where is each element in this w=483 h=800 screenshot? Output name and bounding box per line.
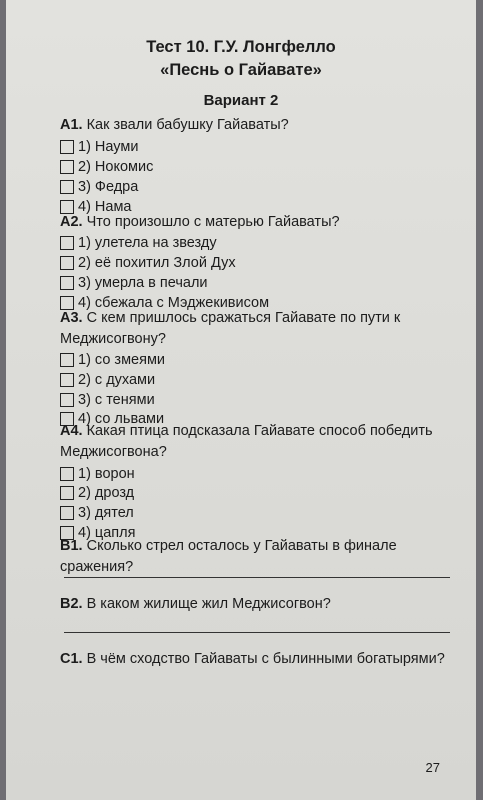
checkbox[interactable] [60,393,74,407]
option-label: 3) дятел [78,505,134,521]
option-label: 1) ворон [78,466,135,482]
question-a1 [60,115,446,136]
checkbox[interactable] [60,506,74,520]
option-label: 3) Федра [78,179,139,195]
question-number: В2. [60,596,83,612]
option-label: 3) умерла в печали [78,275,208,291]
checkbox[interactable] [60,160,74,174]
option-a1-3[interactable] [60,177,138,197]
checkbox[interactable] [60,140,74,154]
checkbox[interactable] [60,486,74,500]
option-a3-2[interactable] [60,370,155,390]
checkbox[interactable] [60,180,74,194]
option-label: 1) Науми [78,139,139,155]
checkbox[interactable] [60,236,74,250]
question-text: Сколько стрел осталось у Гайаваты в финале сражения? [60,538,397,575]
question-number: А2. [60,214,83,230]
question-a3 [60,308,446,350]
checkbox[interactable] [60,467,74,481]
work-title: «Песнь о Гайавате» [160,61,322,79]
option-label: 3) с тенями [78,392,155,408]
question-b1 [60,536,446,578]
question-text: С кем пришлось сражаться Гайавате по пути к Меджисогвону? [60,310,401,347]
checkbox[interactable] [60,373,74,387]
question-b2 [60,594,446,615]
question-number: В1. [60,538,83,554]
question-text: Как звали бабушку Гайаваты? [86,117,289,133]
option-a3-3[interactable] [60,390,155,410]
option-a4-2[interactable] [60,483,134,503]
option-label: 4) Нама [78,199,132,215]
question-a2 [60,212,446,233]
option-label: 1) со змеями [78,352,166,368]
option-a4-3[interactable] [60,503,134,523]
option-a2-1[interactable] [60,233,217,253]
option-label: 2) Нокомис [78,159,154,175]
option-label: 4) сбежала с Мэджекивисом [78,295,270,311]
option-label: 4) со львами [78,411,165,427]
question-text: В каком жилище жил Меджисогвон? [86,596,331,612]
page-number: 27 [425,760,440,775]
variant-label: Вариант 2 [203,92,279,109]
checkbox[interactable] [60,276,74,290]
option-label: 2) с духами [78,372,156,388]
question-text: Что произошло с матерью Гайаваты? [86,214,340,230]
question-a4 [60,421,446,463]
question-number: А1. [60,117,83,133]
answer-line-b1[interactable] [64,577,450,578]
option-a1-2[interactable] [60,157,153,177]
option-label: 1) улетела на звезду [78,235,217,251]
option-label: 2) её похитил Злой Дух [78,255,236,271]
option-a1-1[interactable] [60,137,138,157]
book-page [6,0,476,800]
option-a2-3[interactable] [60,273,208,293]
option-label: 2) дрозд [78,485,135,501]
question-text: В чём сходство Гайаваты с былинными богатырями? [86,651,445,667]
option-a3-1[interactable] [60,350,165,370]
option-a2-2[interactable] [60,253,236,273]
option-label: 4) цапля [78,525,136,541]
question-c1 [60,649,446,670]
checkbox[interactable] [60,256,74,270]
question-text: Какая птица подсказала Гайавате способ победить Меджисогвона? [60,423,433,460]
option-a4-1[interactable] [60,464,135,484]
question-number: А3. [60,310,83,326]
question-number: А4. [60,423,83,439]
answer-line-b2[interactable] [64,632,450,633]
question-number: С1. [60,651,83,667]
test-title: Тест 10. Г.У. Лонгфелло [146,38,336,56]
checkbox[interactable] [60,353,74,367]
